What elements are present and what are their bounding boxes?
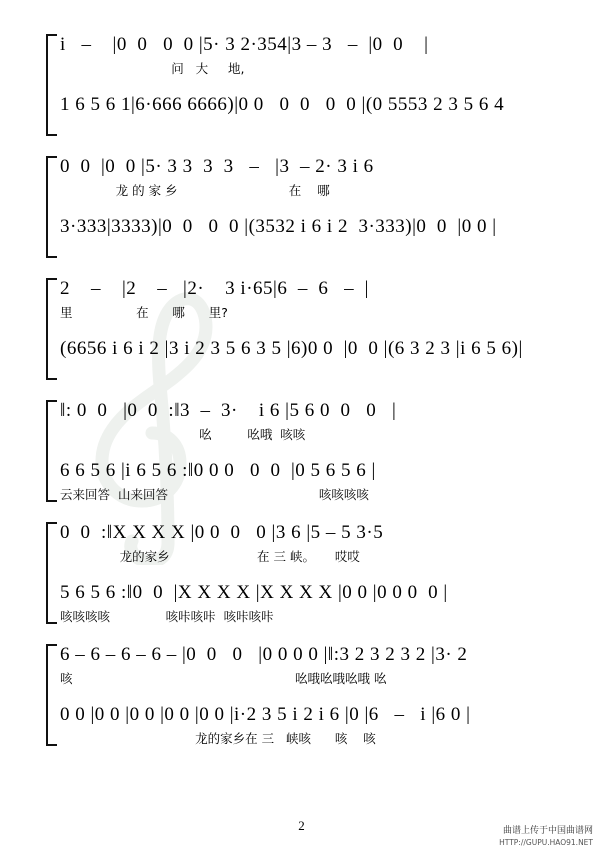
- notation-line: 3·333|3333)|0 0 0 0 |(3532 i 6 i 2 3·333)|0 0 |0 0 |: [60, 216, 497, 237]
- staff-6-lower: [46, 690, 556, 752]
- lyrics-line: 云来回答 山来回答 咳咳咳咳: [60, 487, 369, 502]
- credit-url: HTTP://GUPU.HAO91.NET: [499, 838, 593, 847]
- system-3: [46, 278, 556, 386]
- staff-1-lower: [46, 80, 556, 142]
- staff-5-upper: [46, 522, 556, 568]
- staff-2-upper: [46, 156, 556, 202]
- notation-line: 1 6 5 6 1|6·666 6666)|0 0 0 0 0 0 |(0 5553 2 3 5 6 4: [60, 94, 505, 115]
- notation-line: 0 0 |0 0 |5· 3 3 3 3 – |3 – 2· 3 i 6: [60, 156, 374, 177]
- notation-line: 5 6 5 6 :‖0 0 |X X X X |X X X X |0 0 |0 0 0 0 |: [60, 582, 448, 603]
- notation-line: 2 – |2 – |2· 3 i·65|6 – 6 – |: [60, 278, 369, 299]
- lyrics-line: 问 大 地,: [60, 61, 245, 76]
- lyrics-line: 咳咳咳咳 咳咔咳咔 咳咔咳咔: [60, 609, 274, 624]
- staff-6-upper: [46, 644, 556, 690]
- lyrics-line: [60, 365, 556, 381]
- system-5: [46, 522, 556, 630]
- notation-line: i – |0 0 0 0 |5· 3 2·354|3 – 3 – |0 0 |: [60, 34, 429, 55]
- staff-2-lower: [46, 202, 556, 264]
- page-number: 2: [298, 818, 305, 833]
- lyrics-line: 龙 的 家 乡 在 哪: [60, 183, 330, 198]
- source-credit: [499, 826, 593, 848]
- lyrics-line: 咳 吆哦吆哦吆哦 吆: [60, 671, 387, 686]
- notation-line: 0 0 |0 0 |0 0 |0 0 |0 0 |i·2 3 5 i 2 i 6 |0 |6 – i |6 0 |: [60, 704, 471, 725]
- lyrics-line: [60, 243, 556, 259]
- lyrics-line: 龙的家乡 在 三 峡。 哎哎: [60, 549, 360, 564]
- staff-5-lower: [46, 568, 556, 630]
- notation-line: 6 6 5 6 |i 6 5 6 :‖0 0 0 0 0 |0 5 6 5 6 |: [60, 460, 376, 481]
- system-1: [46, 34, 556, 142]
- system-4: [46, 400, 556, 508]
- notation-line: 0 0 :‖X X X X |0 0 0 0 |3 6 |5 – 5 3·5: [60, 522, 384, 543]
- music-systems: [46, 34, 556, 766]
- staff-1-upper: [46, 34, 556, 80]
- staff-4-lower: [46, 446, 556, 508]
- lyrics-line: 吆 吆哦 咳咳: [60, 427, 306, 442]
- system-2: [46, 156, 556, 264]
- lyrics-line: 龙的家乡在 三 峡咳 咳 咳: [60, 731, 376, 746]
- notation-line: 6 – 6 – 6 – 6 – |0 0 0 |0 0 0 0 |‖:3 2 3 2 3 2 |3· 2: [60, 644, 468, 665]
- lyrics-line: 里 在 哪 里?: [60, 305, 228, 320]
- notation-line: (6656 i 6 i 2 |3 i 2 3 5 6 3 5 |6)0 0 |0 0 |(6 3 2 3 |i 6 5 6)|: [60, 338, 523, 359]
- notation-line: ‖: 0 0 |0 0 :‖3 – 3· i 6 |5 6 0 0 0 |: [60, 400, 397, 421]
- system-6: [46, 644, 556, 752]
- lyrics-line: [60, 121, 556, 137]
- staff-3-upper: [46, 278, 556, 324]
- credit-text: 曲谱上传于中国曲谱网: [502, 826, 593, 836]
- staff-4-upper: [46, 400, 556, 446]
- staff-3-lower: [46, 324, 556, 386]
